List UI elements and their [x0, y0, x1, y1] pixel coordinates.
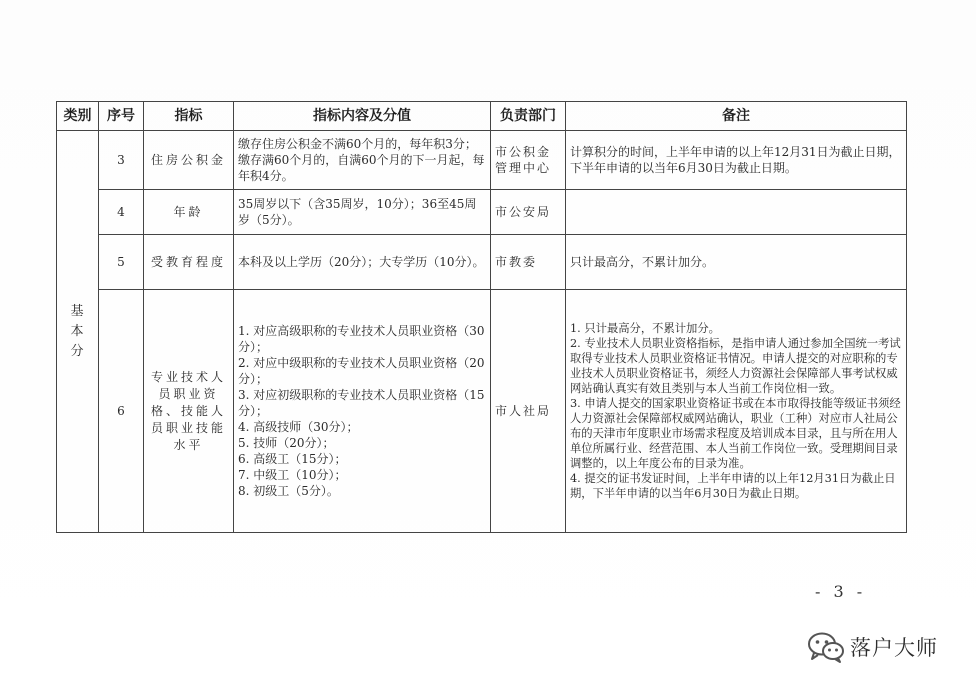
watermark: [806, 630, 938, 664]
note-list-item: 1. 只计最高分，不累计加分。: [570, 322, 720, 335]
header-notes: 备注: [566, 102, 907, 131]
watermark-text: 落户大师: [850, 636, 938, 660]
note-cell: 计算积分的时间，上半年申请的以上年12月31日为截止日期，下半年申请的以当年6月30日为截止日期。: [566, 131, 907, 190]
row-number: 5: [99, 235, 144, 290]
content-list-item: 7. 中级工（10分）；: [238, 468, 347, 482]
indicator-cell: 受教育程度: [144, 235, 234, 290]
content-list-item: 2. 对应中级职称的专业技术人员职业资格（20分）；: [238, 356, 485, 386]
indicator-cell: 年龄: [144, 190, 234, 235]
note-list-item: 4. 提交的证书发证时间，上半年申请的以上年12月31日为截止日期，下半年申请的以当年6月30日为截止日期。: [570, 472, 896, 500]
row-number: 4: [99, 190, 144, 235]
content-cell: 35周岁以下（含35周岁，10分）；36至45周岁（5分）。: [234, 190, 491, 235]
table-header-row: [57, 102, 907, 131]
header-number: 序号: [99, 102, 144, 131]
content-list-item: 6. 高级工（15分）；: [238, 452, 347, 466]
note-cell: 只计最高分，不累计加分。: [566, 235, 907, 290]
content-list-item: 5. 技师（20分）；: [238, 436, 335, 450]
row-number: 3: [99, 131, 144, 190]
header-content: 指标内容及分值: [234, 102, 491, 131]
header-category: 类别: [57, 102, 99, 131]
content-cell: [234, 290, 491, 533]
note-cell: [566, 290, 907, 533]
table-row: [57, 290, 907, 533]
category-label: 基本分: [70, 303, 85, 359]
content-list-item: 8. 初级工（5分）。: [238, 484, 339, 498]
table-row: [57, 190, 907, 235]
department-cell: 市公积金管理中心: [491, 131, 566, 190]
policy-table: [56, 101, 907, 533]
category-cell: [57, 131, 99, 533]
page-number: - 3 -: [815, 582, 867, 601]
department-cell: 市公安局: [491, 190, 566, 235]
indicator-cell: 住房公积金: [144, 131, 234, 190]
wechat-icon: [806, 630, 846, 664]
header-department: 负责部门: [491, 102, 566, 131]
note-list-item: 2. 专业技术人员职业资格指标，是指申请人通过参加全国统一考试取得专业技术人员职业资格证书情况。申请人提交的对应职称的专业技术人员职业资格证书，须经人力资源社会保障部人事考试权威网站确认真实有效且类别与本人当前工作岗位相一致。: [570, 337, 901, 395]
content-list-item: 4. 高级技师（30分）；: [238, 420, 359, 434]
content-list-item: 1. 对应高级职称的专业技术人员职业资格（30分）；: [238, 324, 485, 354]
department-cell: 市人社局: [491, 290, 566, 533]
row-number: 6: [99, 290, 144, 533]
note-cell: [566, 190, 907, 235]
note-list-item: 3. 申请人提交的国家职业资格证书或在本市取得技能等级证书须经人力资源社会保障部权威网站确认，职业（工种）对应市人社局公布的天津市年度职业市场需求程度及培训成本目录，且与所在用人单位所属行业、经营范围、本人当前工作岗位一致。受理期间目录调整的，以上年度公布的目录为准。: [570, 397, 901, 470]
table-row: [57, 235, 907, 290]
content-list-item: 3. 对应初级职称的专业技术人员职业资格（15分）；: [238, 388, 485, 418]
table-row: [57, 131, 907, 190]
header-indicator: 指标: [144, 102, 234, 131]
indicator-cell: 专业技术人员职业资格、技能人员职业技能水平: [144, 290, 234, 533]
content-cell: 缴存住房公积金不满60个月的，每年积3分；缴存满60个月的，自满60个月的下一月起，每年积4分。: [234, 131, 491, 190]
department-cell: 市教委: [491, 235, 566, 290]
content-cell: 本科及以上学历（20分）；大专学历（10分）。: [234, 235, 491, 290]
